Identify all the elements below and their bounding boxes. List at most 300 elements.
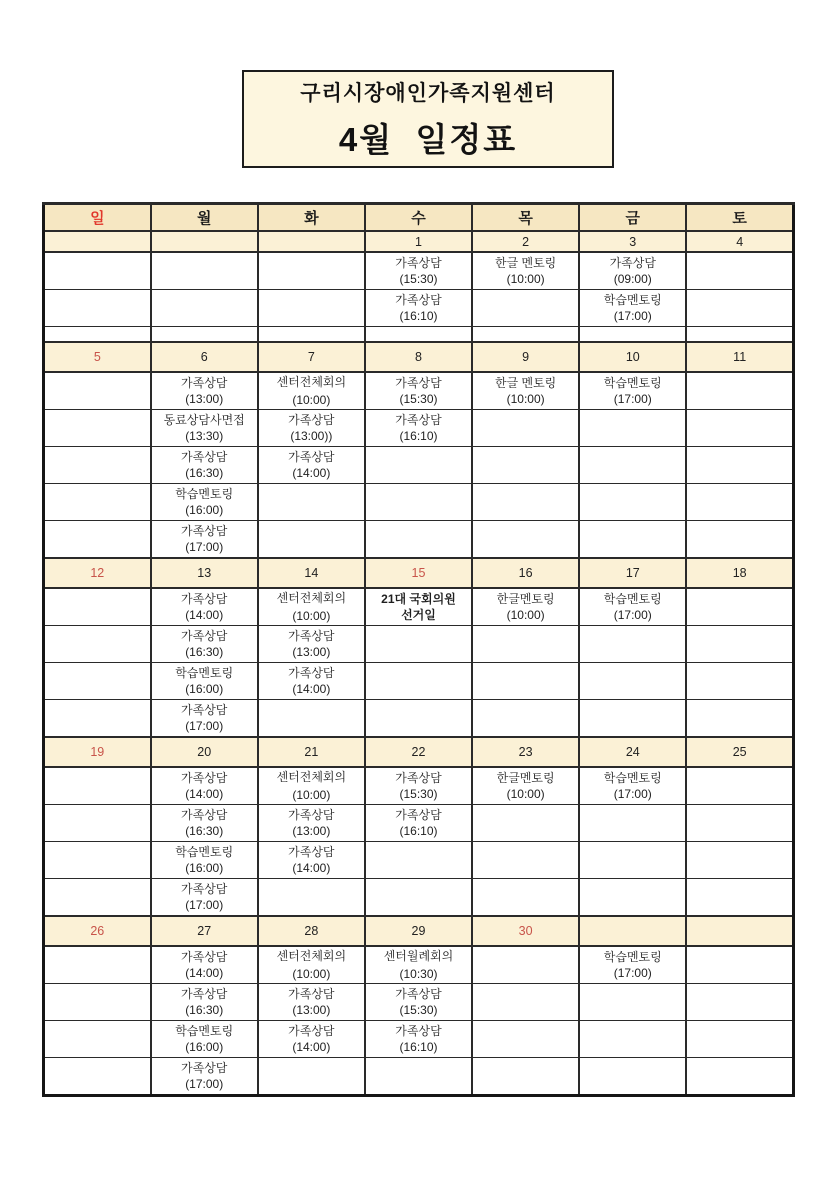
event-row: [44, 410, 794, 447]
empty-cell: [579, 663, 686, 700]
empty-cell: [44, 767, 151, 805]
empty-cell: [258, 700, 365, 738]
empty-cell: [365, 842, 472, 879]
event-time: (10:00): [292, 967, 331, 981]
date-row-week-4: [44, 737, 794, 767]
empty-cell: [472, 1021, 579, 1058]
event-cell: [258, 946, 365, 984]
empty-cell: [258, 252, 365, 290]
event-name: 가족상담: [181, 703, 228, 717]
empty-cell: [44, 327, 151, 343]
empty-cell: [472, 946, 579, 984]
event-name: 가족상담: [609, 256, 656, 270]
event-time: (13:00)): [290, 429, 333, 443]
event-name: 21대 국회의원: [381, 592, 456, 606]
empty-cell: [44, 663, 151, 700]
empty-cell: [472, 842, 579, 879]
empty-cell: [579, 842, 686, 879]
event-time: (14:00): [292, 1040, 331, 1054]
event-time: (15:30): [399, 1003, 438, 1017]
event-name: 학습멘토링: [603, 771, 662, 785]
page-title: 4월 일정표: [338, 121, 518, 158]
date-cell-27: 27: [151, 916, 258, 946]
event-time: (14:00): [292, 861, 331, 875]
date-cell-empty: [686, 916, 793, 946]
event-cell: [472, 252, 579, 290]
empty-cell: [44, 290, 151, 327]
empty-cell: [579, 626, 686, 663]
event-row: [44, 767, 794, 805]
empty-cell: [686, 1058, 793, 1096]
event-time: (10:00): [506, 787, 545, 801]
event-time: (16:10): [399, 429, 438, 443]
event-name: 센터전체회의: [276, 949, 347, 963]
date-cell-empty: [44, 231, 151, 252]
date-row-week-1: [44, 231, 794, 252]
empty-cell: [579, 447, 686, 484]
event-time: (14:00): [292, 466, 331, 480]
event-time: (17:00): [613, 309, 652, 323]
date-cell-26: 26: [44, 916, 151, 946]
event-cell: [365, 984, 472, 1021]
empty-cell: [258, 521, 365, 559]
event-name: 가족상담: [181, 1061, 228, 1075]
event-time: (14:00): [292, 682, 331, 696]
empty-cell: [686, 521, 793, 559]
event-name: 가족상담: [181, 450, 228, 464]
event-cell: [579, 946, 686, 984]
event-time: (15:30): [399, 392, 438, 406]
event-name: 가족상담: [395, 987, 442, 1001]
event-time: (10:00): [292, 609, 331, 623]
empty-cell: [44, 984, 151, 1021]
event-row: [44, 946, 794, 984]
empty-cell: [579, 410, 686, 447]
empty-cell: [365, 663, 472, 700]
event-time: (16:30): [185, 1003, 224, 1017]
date-row-week-2: [44, 342, 794, 372]
empty-cell: [44, 946, 151, 984]
event-row: [44, 588, 794, 626]
empty-cell: [365, 879, 472, 917]
event-name: 센터전체회의: [276, 375, 347, 389]
empty-cell: [258, 327, 365, 343]
empty-cell: [472, 327, 579, 343]
event-name: 한글 멘토링: [494, 256, 557, 270]
event-cell: [151, 879, 258, 917]
event-row: [44, 984, 794, 1021]
event-name: 센터월례회의: [383, 949, 454, 963]
event-row: [44, 484, 794, 521]
empty-cell: [579, 484, 686, 521]
event-cell: [151, 372, 258, 410]
event-name: 학습멘토링: [175, 666, 234, 680]
event-name: 가족상담: [288, 413, 335, 427]
event-name: 학습멘토링: [175, 845, 234, 859]
event-name: 가족상담: [288, 987, 335, 1001]
event-time: (09:00): [613, 272, 652, 286]
empty-cell: [686, 327, 793, 343]
day-header-row: [44, 204, 794, 232]
day-header-0: 일: [44, 204, 151, 232]
empty-cell: [579, 805, 686, 842]
empty-cell: [44, 842, 151, 879]
event-time: (16:10): [399, 824, 438, 838]
event-name: 센터전체회의: [276, 591, 347, 605]
event-cell: [365, 290, 472, 327]
date-cell-29: 29: [365, 916, 472, 946]
event-cell: [365, 372, 472, 410]
event-cell: [258, 372, 365, 410]
date-cell-12: 12: [44, 558, 151, 588]
date-cell-24: 24: [579, 737, 686, 767]
event-name: 가족상담: [181, 524, 228, 538]
event-row: [44, 1058, 794, 1096]
event-name: 가족상담: [181, 592, 228, 606]
date-cell-22: 22: [365, 737, 472, 767]
event-time: (15:30): [399, 272, 438, 286]
day-header-5: 금: [579, 204, 686, 232]
event-name: 센터전체회의: [276, 770, 347, 784]
event-name: 가족상담: [395, 376, 442, 390]
empty-cell: [44, 252, 151, 290]
event-cell: [579, 290, 686, 327]
event-row: [44, 663, 794, 700]
event-cell: [258, 805, 365, 842]
event-cell: [365, 946, 472, 984]
date-cell-15: 15: [365, 558, 472, 588]
date-cell-21: 21: [258, 737, 365, 767]
event-row: [44, 372, 794, 410]
event-name: 학습멘토링: [603, 376, 662, 390]
event-cell: [258, 767, 365, 805]
event-time: (16:10): [399, 1040, 438, 1054]
day-header-6: 토: [686, 204, 793, 232]
empty-cell: [365, 626, 472, 663]
empty-cell: [686, 372, 793, 410]
event-name: 가족상담: [395, 293, 442, 307]
empty-cell: [472, 805, 579, 842]
event-name: 한글멘토링: [496, 592, 555, 606]
event-name: 가족상담: [288, 1024, 335, 1038]
event-name: 가족상담: [181, 771, 228, 785]
event-time: (13:00): [292, 824, 331, 838]
event-time: (16:10): [399, 309, 438, 323]
event-name: 가족상담: [395, 771, 442, 785]
empty-cell: [365, 521, 472, 559]
empty-cell: [472, 700, 579, 738]
event-time: (13:00): [185, 392, 224, 406]
empty-cell: [579, 700, 686, 738]
event-name: 가족상담: [181, 882, 228, 896]
event-time: (10:00): [506, 608, 545, 622]
date-cell-18: 18: [686, 558, 793, 588]
event-name: 학습멘토링: [603, 950, 662, 964]
event-name: 가족상담: [395, 808, 442, 822]
empty-cell: [472, 984, 579, 1021]
event-cell: [258, 588, 365, 626]
event-name: 동료상담사면접: [163, 413, 245, 427]
event-time: (17:00): [613, 787, 652, 801]
day-header-2: 화: [258, 204, 365, 232]
event-cell: [151, 700, 258, 738]
empty-cell: [44, 626, 151, 663]
event-cell: [365, 410, 472, 447]
date-cell-2: 2: [472, 231, 579, 252]
event-name: 가족상담: [181, 950, 228, 964]
day-header-4: 목: [472, 204, 579, 232]
empty-cell: [686, 447, 793, 484]
event-row: [44, 626, 794, 663]
empty-cell: [44, 410, 151, 447]
event-cell: [579, 372, 686, 410]
date-cell-empty: [579, 916, 686, 946]
date-cell-20: 20: [151, 737, 258, 767]
empty-cell: [44, 521, 151, 559]
date-cell-11: 11: [686, 342, 793, 372]
empty-cell: [44, 1021, 151, 1058]
event-cell: [151, 663, 258, 700]
date-cell-empty: [151, 231, 258, 252]
empty-cell: [472, 521, 579, 559]
event-time: 선거일: [401, 608, 436, 622]
date-cell-3: 3: [579, 231, 686, 252]
event-row: [44, 842, 794, 879]
event-cell: [365, 805, 472, 842]
event-cell: [258, 663, 365, 700]
event-time: (16:00): [185, 1040, 224, 1054]
event-cell: [579, 588, 686, 626]
event-row: [44, 252, 794, 290]
date-cell-13: 13: [151, 558, 258, 588]
event-name: 한글멘토링: [496, 771, 555, 785]
event-cell: [579, 767, 686, 805]
empty-cell: [686, 842, 793, 879]
event-row: [44, 805, 794, 842]
empty-cell: [151, 252, 258, 290]
event-time: (17:00): [613, 608, 652, 622]
title-box: [242, 70, 614, 168]
spacer-row: [44, 327, 794, 343]
empty-cell: [472, 484, 579, 521]
event-cell: [151, 842, 258, 879]
empty-cell: [365, 447, 472, 484]
empty-cell: [44, 805, 151, 842]
event-cell: [472, 372, 579, 410]
event-time: (16:30): [185, 466, 224, 480]
date-cell-17: 17: [579, 558, 686, 588]
event-cell: [258, 984, 365, 1021]
empty-cell: [579, 984, 686, 1021]
date-cell-9: 9: [472, 342, 579, 372]
event-time: (13:00): [292, 645, 331, 659]
event-time: (16:00): [185, 861, 224, 875]
event-name: 가족상담: [395, 256, 442, 270]
event-cell: [472, 767, 579, 805]
event-cell: [365, 767, 472, 805]
event-time: (10:00): [292, 788, 331, 802]
empty-cell: [258, 879, 365, 917]
empty-cell: [44, 700, 151, 738]
event-time: (17:00): [613, 966, 652, 980]
event-time: (17:00): [613, 392, 652, 406]
event-name: 가족상담: [395, 413, 442, 427]
empty-cell: [686, 410, 793, 447]
date-row-week-3: [44, 558, 794, 588]
event-row: [44, 447, 794, 484]
empty-cell: [579, 879, 686, 917]
event-name: 학습멘토링: [603, 592, 662, 606]
event-cell: [258, 842, 365, 879]
date-cell-23: 23: [472, 737, 579, 767]
empty-cell: [686, 588, 793, 626]
empty-cell: [472, 290, 579, 327]
event-cell: [151, 626, 258, 663]
event-name: 학습멘토링: [175, 1024, 234, 1038]
date-cell-5: 5: [44, 342, 151, 372]
empty-cell: [579, 1021, 686, 1058]
empty-cell: [258, 1058, 365, 1096]
empty-cell: [365, 1058, 472, 1096]
event-cell: [151, 984, 258, 1021]
empty-cell: [686, 484, 793, 521]
event-cell: [365, 252, 472, 290]
event-time: (17:00): [185, 898, 224, 912]
event-cell: [258, 626, 365, 663]
empty-cell: [579, 1058, 686, 1096]
event-cell: [151, 767, 258, 805]
empty-cell: [686, 1021, 793, 1058]
event-time: (10:00): [506, 272, 545, 286]
empty-cell: [365, 327, 472, 343]
date-cell-28: 28: [258, 916, 365, 946]
empty-cell: [44, 484, 151, 521]
day-header-1: 월: [151, 204, 258, 232]
date-cell-8: 8: [365, 342, 472, 372]
event-name: 가족상담: [181, 808, 228, 822]
event-time: (13:00): [292, 1003, 331, 1017]
empty-cell: [686, 700, 793, 738]
event-name: 학습멘토링: [175, 487, 234, 501]
event-name: 가족상담: [181, 987, 228, 1001]
event-time: (14:00): [185, 608, 224, 622]
event-cell: [151, 447, 258, 484]
event-cell: [151, 1021, 258, 1058]
empty-cell: [579, 521, 686, 559]
date-cell-6: 6: [151, 342, 258, 372]
event-time: (13:30): [185, 429, 224, 443]
event-time: (17:00): [185, 540, 224, 554]
event-time: (15:30): [399, 787, 438, 801]
empty-cell: [472, 663, 579, 700]
event-time: (10:30): [399, 967, 438, 981]
event-cell: [151, 946, 258, 984]
event-time: (14:00): [185, 787, 224, 801]
event-row: [44, 290, 794, 327]
event-name: 가족상담: [288, 845, 335, 859]
calendar-table: [42, 202, 795, 1097]
event-cell: [258, 1021, 365, 1058]
date-cell-7: 7: [258, 342, 365, 372]
date-row-week-5: [44, 916, 794, 946]
empty-cell: [686, 879, 793, 917]
event-cell: [151, 521, 258, 559]
event-cell: [365, 1021, 472, 1058]
empty-cell: [686, 252, 793, 290]
empty-cell: [686, 805, 793, 842]
empty-cell: [472, 626, 579, 663]
empty-cell: [44, 1058, 151, 1096]
event-name: 학습멘토링: [603, 293, 662, 307]
date-cell-16: 16: [472, 558, 579, 588]
event-name: 가족상담: [395, 1024, 442, 1038]
event-cell: [151, 484, 258, 521]
event-time: (16:30): [185, 824, 224, 838]
event-cell: [365, 588, 472, 626]
date-cell-4: 4: [686, 231, 793, 252]
event-time: (17:00): [185, 1077, 224, 1091]
empty-cell: [44, 372, 151, 410]
date-cell-30: 30: [472, 916, 579, 946]
empty-cell: [579, 327, 686, 343]
org-title: 구리시장애인가족지원센터: [300, 82, 556, 105]
empty-cell: [686, 984, 793, 1021]
event-cell: [472, 588, 579, 626]
event-time: (16:00): [185, 503, 224, 517]
event-name: 가족상담: [288, 629, 335, 643]
empty-cell: [258, 290, 365, 327]
date-cell-1: 1: [365, 231, 472, 252]
event-row: [44, 521, 794, 559]
empty-cell: [686, 626, 793, 663]
empty-cell: [44, 447, 151, 484]
event-name: 가족상담: [288, 666, 335, 680]
event-name: 가족상담: [181, 376, 228, 390]
event-cell: [258, 410, 365, 447]
event-time: (14:00): [185, 966, 224, 980]
date-cell-empty: [258, 231, 365, 252]
empty-cell: [44, 588, 151, 626]
event-time: (16:00): [185, 682, 224, 696]
event-cell: [579, 252, 686, 290]
empty-cell: [686, 663, 793, 700]
event-name: 한글 멘토링: [494, 376, 557, 390]
day-header-3: 수: [365, 204, 472, 232]
empty-cell: [472, 410, 579, 447]
event-row: [44, 700, 794, 738]
date-cell-25: 25: [686, 737, 793, 767]
date-cell-19: 19: [44, 737, 151, 767]
event-name: 가족상담: [288, 450, 335, 464]
empty-cell: [44, 879, 151, 917]
empty-cell: [151, 327, 258, 343]
date-cell-10: 10: [579, 342, 686, 372]
event-cell: [151, 805, 258, 842]
empty-cell: [365, 484, 472, 521]
event-time: (10:00): [506, 392, 545, 406]
event-time: (17:00): [185, 719, 224, 733]
event-cell: [258, 447, 365, 484]
empty-cell: [365, 700, 472, 738]
event-cell: [151, 410, 258, 447]
date-cell-14: 14: [258, 558, 365, 588]
event-row: [44, 879, 794, 917]
empty-cell: [258, 484, 365, 521]
event-time: (10:00): [292, 393, 331, 407]
event-row: [44, 1021, 794, 1058]
empty-cell: [686, 767, 793, 805]
event-cell: [151, 1058, 258, 1096]
